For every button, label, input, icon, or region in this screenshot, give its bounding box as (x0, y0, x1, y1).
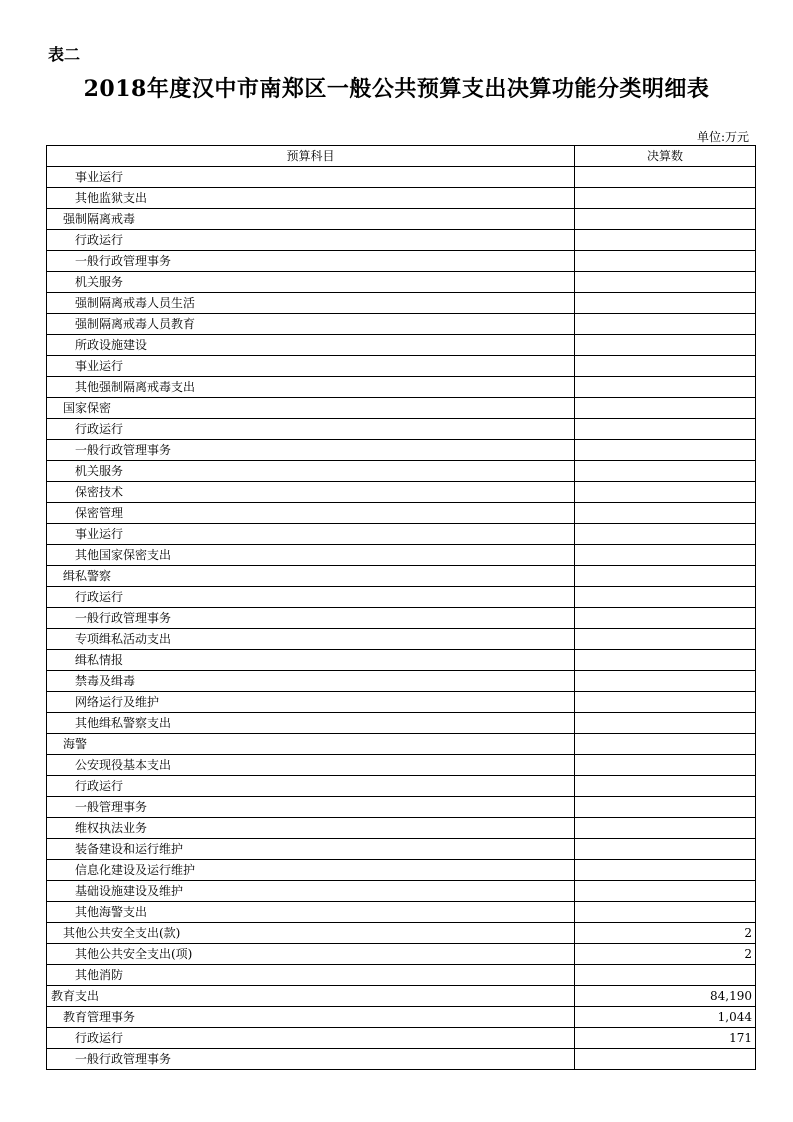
table-row (47, 776, 756, 797)
budget-item-name: 装备建设和运行维护 (47, 839, 575, 860)
budget-item-amount: 2 (575, 944, 756, 965)
table-row (47, 566, 756, 587)
budget-item-name: 强制隔离戒毒 (47, 209, 575, 230)
budget-item-amount (575, 839, 756, 860)
budget-item-name: 事业运行 (47, 167, 575, 188)
budget-item-name: 行政运行 (47, 419, 575, 440)
budget-item-amount (575, 188, 756, 209)
table-row (47, 587, 756, 608)
budget-item-amount (575, 902, 756, 923)
table-row (47, 734, 756, 755)
table-row (47, 818, 756, 839)
budget-item-amount (575, 482, 756, 503)
budget-item-name: 保密技术 (47, 482, 575, 503)
budget-item-name: 一般行政管理事务 (47, 1049, 575, 1070)
budget-item-name: 其他海警支出 (47, 902, 575, 923)
budget-item-amount (575, 335, 756, 356)
budget-item-name: 缉私情报 (47, 650, 575, 671)
budget-item-amount (575, 818, 756, 839)
budget-item-amount: 171 (575, 1028, 756, 1049)
table-row (47, 797, 756, 818)
budget-item-amount (575, 608, 756, 629)
budget-item-amount (575, 692, 756, 713)
table-row (47, 944, 756, 965)
table-row (47, 398, 756, 419)
budget-item-name: 专项缉私活动支出 (47, 629, 575, 650)
budget-item-name: 维权执法业务 (47, 818, 575, 839)
table-row (47, 440, 756, 461)
table-row (47, 377, 756, 398)
unit-note: 单位:万元 (696, 130, 749, 144)
table-row (47, 1049, 756, 1070)
table-row (47, 860, 756, 881)
budget-item-amount (575, 167, 756, 188)
budget-item-name: 其他缉私警察支出 (47, 713, 575, 734)
table-row (47, 608, 756, 629)
budget-item-amount (575, 398, 756, 419)
table-row (47, 650, 756, 671)
budget-item-name: 国家保密 (47, 398, 575, 419)
budget-item-name: 海警 (47, 734, 575, 755)
budget-item-name: 禁毒及缉毒 (47, 671, 575, 692)
budget-item-name: 教育支出 (47, 986, 575, 1007)
budget-item-name: 其他强制隔离戒毒支出 (47, 377, 575, 398)
budget-item-name: 公安现役基本支出 (47, 755, 575, 776)
budget-item-amount (575, 209, 756, 230)
table-row (47, 671, 756, 692)
budget-item-name: 一般行政管理事务 (47, 440, 575, 461)
budget-item-amount (575, 440, 756, 461)
budget-item-amount (575, 251, 756, 272)
table-row (47, 524, 756, 545)
budget-item-amount (575, 860, 756, 881)
budget-item-name: 行政运行 (47, 587, 575, 608)
budget-item-amount (575, 629, 756, 650)
table-row (47, 251, 756, 272)
page-title: 2018年度汉中市南郑区一般公共预算支出决算功能分类明细表 (83, 76, 710, 102)
budget-item-amount (575, 566, 756, 587)
budget-item-name: 其他消防 (47, 965, 575, 986)
budget-item-name: 一般行政管理事务 (47, 251, 575, 272)
budget-item-name: 信息化建设及运行维护 (47, 860, 575, 881)
budget-item-name: 强制隔离戒毒人员生活 (47, 293, 575, 314)
table-row (47, 713, 756, 734)
table-row (47, 188, 756, 209)
column-header-amount: 决算数 (575, 146, 756, 167)
budget-item-name: 行政运行 (47, 776, 575, 797)
budget-item-amount (575, 356, 756, 377)
budget-item-name: 网络运行及维护 (47, 692, 575, 713)
budget-item-amount (575, 1049, 756, 1070)
table-row (47, 209, 756, 230)
budget-item-name: 行政运行 (47, 1028, 575, 1049)
budget-item-name: 基础设施建设及维护 (47, 881, 575, 902)
budget-item-name: 事业运行 (47, 356, 575, 377)
budget-item-amount (575, 524, 756, 545)
budget-item-amount (575, 650, 756, 671)
table-row (47, 545, 756, 566)
budget-item-name: 教育管理事务 (47, 1007, 575, 1028)
budget-item-name: 机关服务 (47, 272, 575, 293)
table-row (47, 881, 756, 902)
table-row (47, 482, 756, 503)
budget-item-amount (575, 377, 756, 398)
budget-item-amount (575, 503, 756, 524)
budget-item-name: 强制隔离戒毒人员教育 (47, 314, 575, 335)
table-row (47, 692, 756, 713)
budget-item-name: 缉私警察 (47, 566, 575, 587)
budget-item-name: 其他国家保密支出 (47, 545, 575, 566)
budget-item-name: 行政运行 (47, 230, 575, 251)
table-body (47, 167, 756, 1070)
budget-item-name: 所政设施建设 (47, 335, 575, 356)
table-row (47, 167, 756, 188)
budget-item-amount (575, 797, 756, 818)
budget-item-name: 一般管理事务 (47, 797, 575, 818)
table-row (47, 629, 756, 650)
budget-item-name: 一般行政管理事务 (47, 608, 575, 629)
budget-item-name: 保密管理 (47, 503, 575, 524)
budget-item-amount (575, 965, 756, 986)
budget-item-name: 其他监狱支出 (47, 188, 575, 209)
table-row (47, 1007, 756, 1028)
budget-item-amount (575, 587, 756, 608)
table-header-row (47, 146, 756, 167)
table-row (47, 755, 756, 776)
budget-item-amount (575, 713, 756, 734)
budget-item-amount: 1,044 (575, 1007, 756, 1028)
table-row (47, 293, 756, 314)
table-row (47, 902, 756, 923)
budget-item-name: 其他公共安全支出(项) (47, 944, 575, 965)
budget-item-amount (575, 755, 756, 776)
budget-item-name: 其他公共安全支出(款) (47, 923, 575, 944)
budget-item-amount (575, 419, 756, 440)
table-row (47, 839, 756, 860)
table-row (47, 356, 756, 377)
column-header-item: 预算科目 (47, 146, 575, 167)
table-row (47, 335, 756, 356)
budget-item-amount (575, 671, 756, 692)
budget-item-amount (575, 314, 756, 335)
budget-table (46, 145, 756, 1070)
budget-item-amount: 84,190 (575, 986, 756, 1007)
table-row (47, 965, 756, 986)
table-row (47, 986, 756, 1007)
budget-item-amount (575, 293, 756, 314)
budget-item-amount (575, 776, 756, 797)
budget-item-amount (575, 545, 756, 566)
table-label: 表二 (48, 45, 81, 64)
table-row (47, 314, 756, 335)
budget-item-amount (575, 734, 756, 755)
table-row (47, 461, 756, 482)
budget-item-amount (575, 461, 756, 482)
table-row (47, 230, 756, 251)
table-row (47, 272, 756, 293)
table-row (47, 923, 756, 944)
budget-item-amount: 2 (575, 923, 756, 944)
table-row (47, 419, 756, 440)
budget-item-name: 机关服务 (47, 461, 575, 482)
budget-item-name: 事业运行 (47, 524, 575, 545)
budget-item-amount (575, 881, 756, 902)
budget-item-amount (575, 272, 756, 293)
table-row (47, 1028, 756, 1049)
budget-item-amount (575, 230, 756, 251)
table-row (47, 503, 756, 524)
